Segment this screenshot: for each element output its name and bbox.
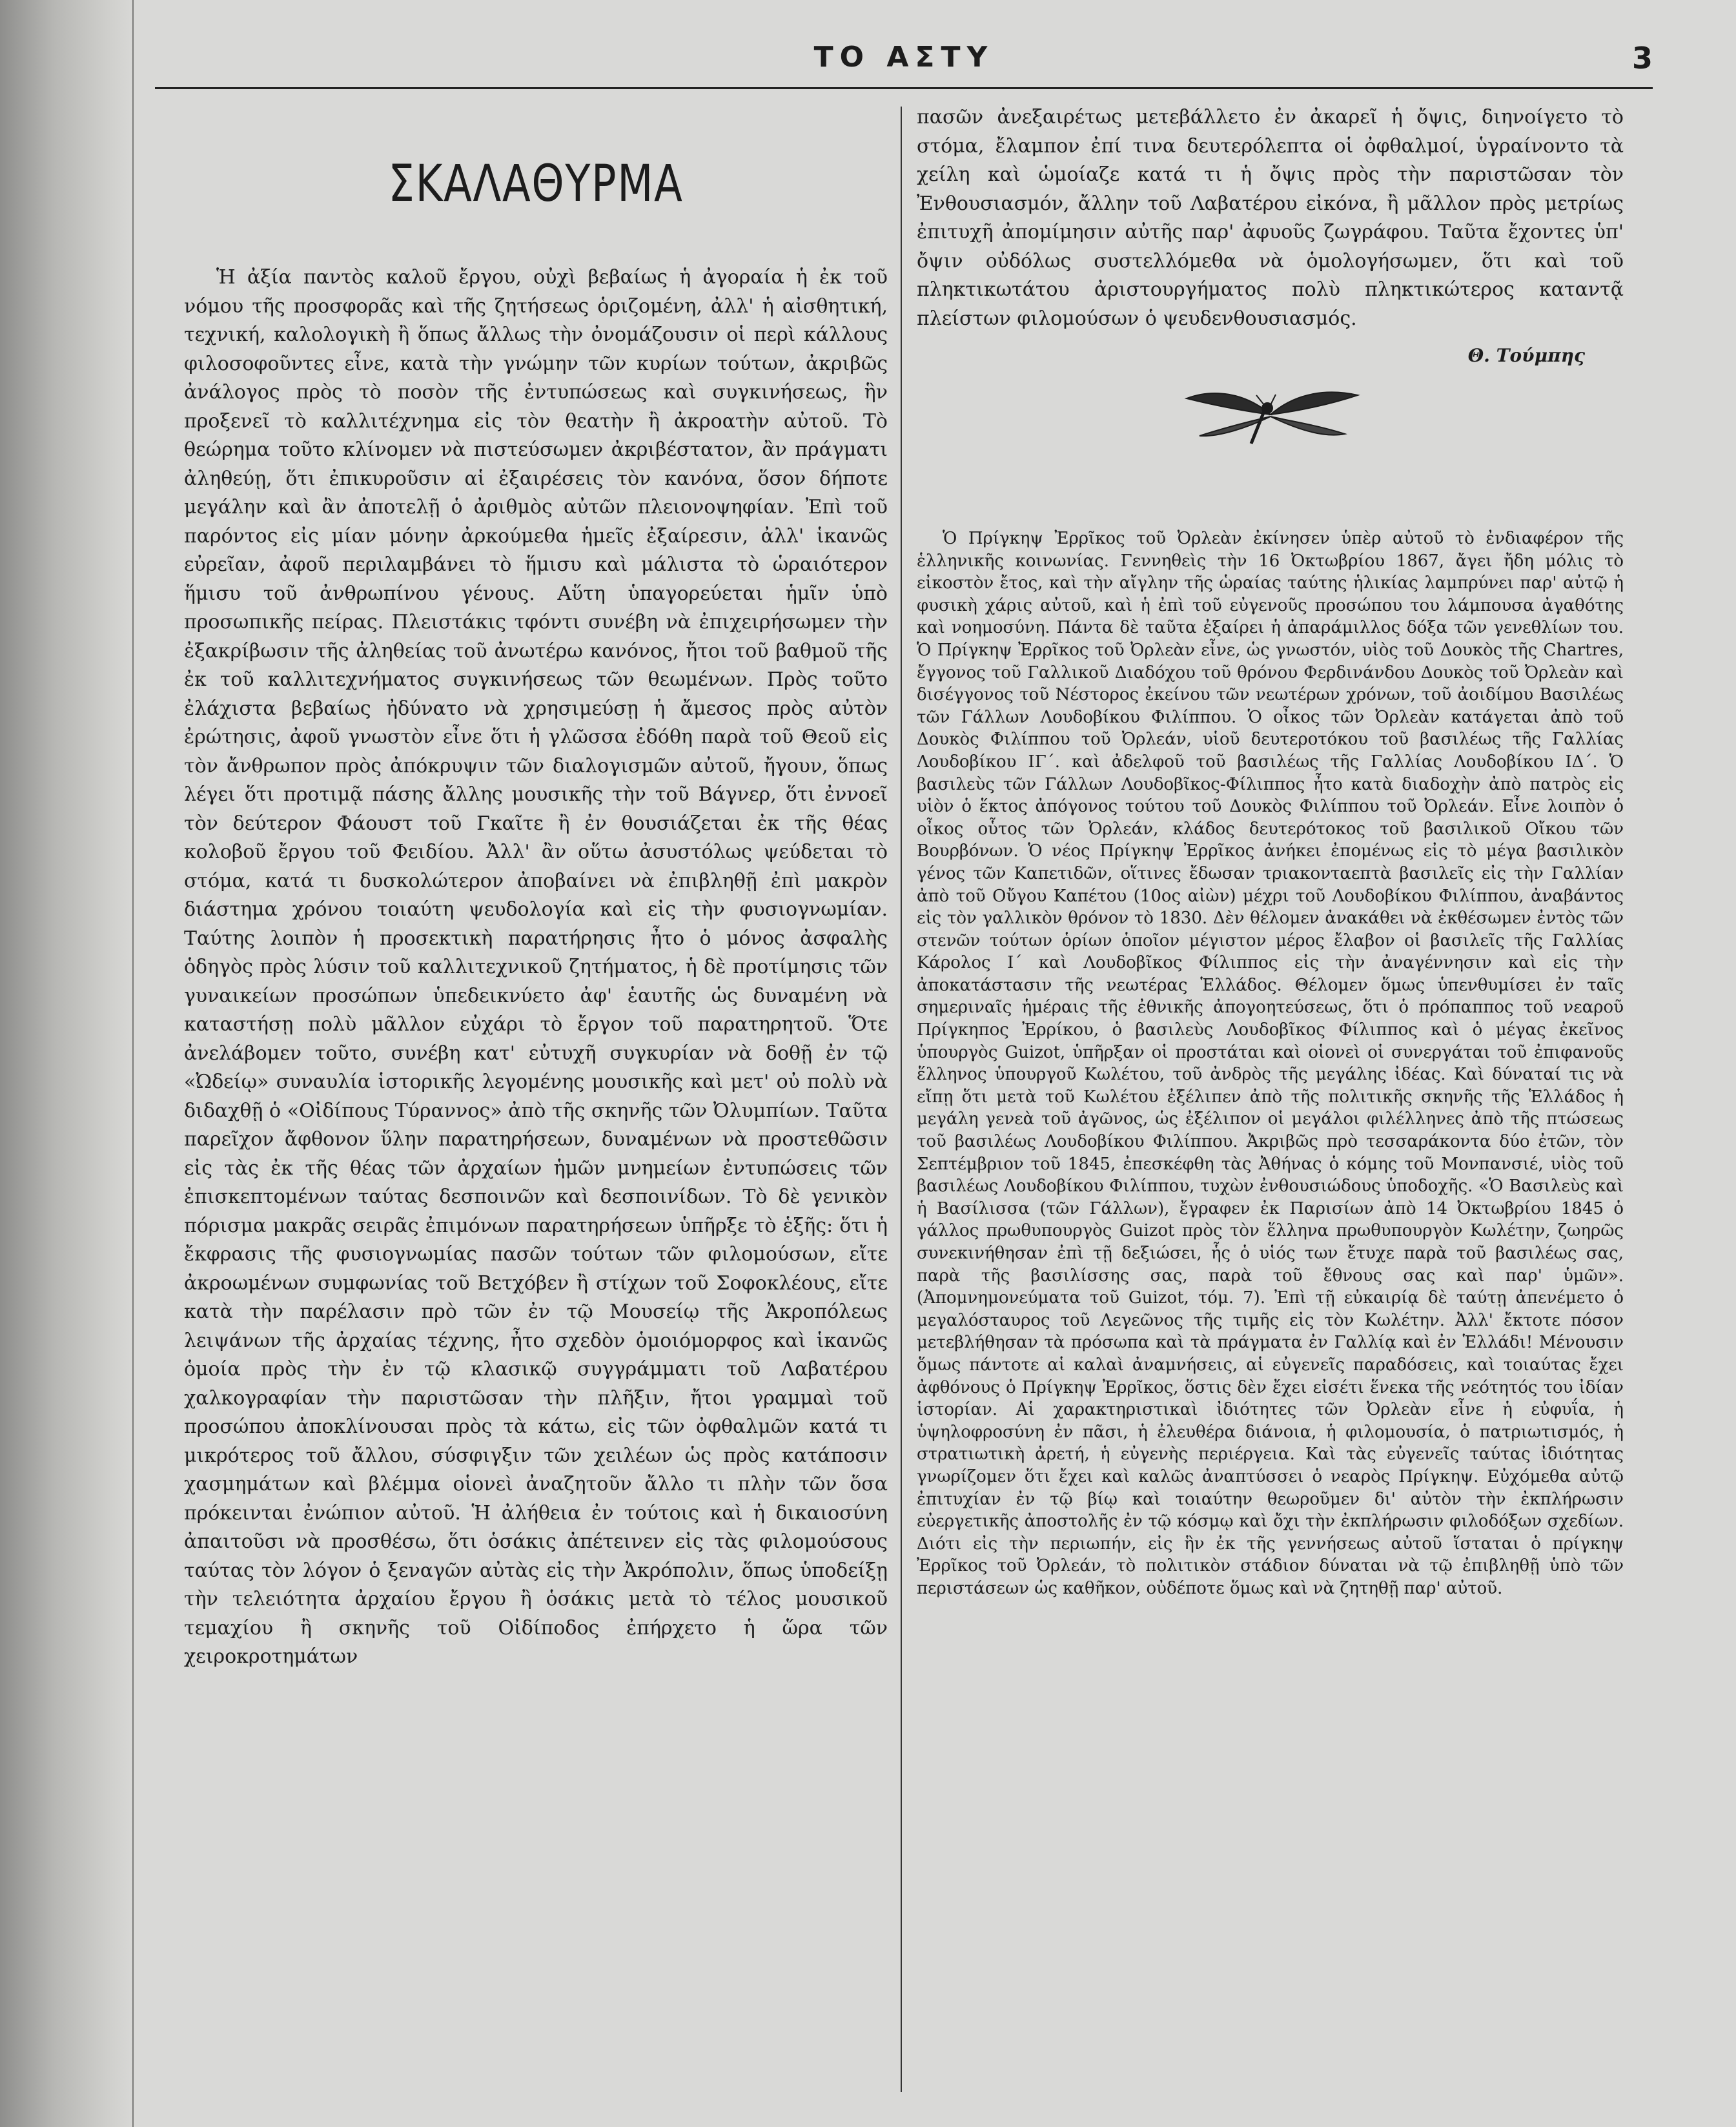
dragonfly-icon [1174, 379, 1367, 450]
column-divider [901, 107, 902, 2092]
left-column [184, 103, 888, 2099]
page-binding-shadow [0, 0, 136, 2127]
article-body-left: Ἡ ἀξία παντὸς καλοῦ ἔργου, οὐχὶ βεβαίως ἡ ἀγοραία ἡ ἐκ τοῦ νόμου τῆς προσφορᾶς καὶ τῆς ζητήσεως ὁριζομένη, ἀλλ' ἡ αἰσθητική, τεχνική, καλολογικὴ ἢ ὅπως ἄλλως τὴν ὀνομάζουσιν οἱ περὶ κάλλους φιλοσοφοῦντες εἶνε, κατὰ τὴν γνώμην τῶν κυρίων τούτων, ἀκριβῶς ἀνάλογος πρὸς τὸ ποσὸν τῆς ἐντυπώσεως καὶ συγκινήσεως, ἣν προξενεῖ τὸ καλλιτέχνημα εἰς τὸν θεατὴν ἢ ἀκροατὴν αὐτοῦ. Τὸ θεώρημα τοῦτο κλίνομεν νὰ πιστεύσωμεν ἀκριβέστατον, ἂν πράγματι ἀληθεύῃ, ὅτι ἐπικυροῦσιν αἱ ἐξαιρέσεις τὸν κανόνα, ὅσον δήποτε μεγάλην καὶ ἂν ἀποτελῇ ὁ ἀριθμὸς αὐτῶν πλειονοψηφίαν. Ἐπὶ τοῦ παρόντος εἰς μίαν μόνην ἀρκούμεθα ἡμεῖς ἐξαίρεσιν, ἀλλ' ἱκανῶς εὐρεῖαν, ἀφοῦ περιλαμβάνει τὸ ἥμισυ καὶ μάλιστα τὸ ὡραιότερον ἥμισυ τοῦ ἀνθρωπίνου γένους. Αὕτη ὑπαγορεύεται ἡμῖν ὑπὸ προσωπικῆς πείρας. Πλειστάκις τφόντι συνέβη νὰ ἐπιχειρήσωμεν τὴν ἐξακρίβωσιν τῆς ἀληθείας τοῦ ἀνωτέρω κανόνος, ἤτοι τοῦ βαθμοῦ τῆς ἐκ τοῦ καλλιτεχνήματος συγκινήσεως τῶν θεωμένων. Πρὸς τοῦτο ἐλάχιστα βεβαίως ἠδύνατο νὰ χρησιμεύσῃ ἡ ἄμεσος πρὸς αὐτὸν ἐρώτησις, ἀφοῦ γνωστὸν εἶνε ὅτι ἡ γλῶσσα ἐδόθη παρὰ τοῦ Θεοῦ εἰς τὸν ἄνθρωπον πρὸς ἀπόκρυψιν τῶν διαλογισμῶν αὐτοῦ, ἤγουν, ὅπως λέγει ὅτι προτιμᾷ πάσης ἄλλης μουσικῆς τὴν τοῦ Βάγνερ, ὅτι ἐννοεῖ τὸν δεύτερον Φάουστ τοῦ Γκαῖτε ἢ ἐν θουσιάζεται ἐκ τῆς θέας κολοβοῦ ἔργου τοῦ Φειδίου. Ἀλλ' ἂν οὕτω ἀσυστόλως ψεύδεται τὸ στόμα, κατά τι δυσκολώτερον ἀποβαίνει νὰ ἐπιβληθῇ ἐπὶ μακρὸν διάστημα χρόνου τοιαύτη ψευδολογία καὶ εἰς τὴν φυσιογνωμίαν. Ταύτης λοιπὸν ἡ προσεκτικὴ παρατήρησις ἦτο ὁ μόνος ἀσφαλὴς ὁδηγὸς πρὸς λύσιν τοῦ καλλιτεχνικοῦ ζητήματος, ἡ δὲ προτίμησις τῶν γυναικείων προσώπων ὑπεδεικνύετο ἀφ' ἑαυτῆς ὡς δυναμένη νὰ καταστήσῃ πολὺ μᾶλλον εὐχάρι τὸ ἔργον τοῦ παρατηρητοῦ. Ὅτε ἀνελάβομεν τοῦτο, συνέβη κατ' εὐτυχῆ συγκυρίαν νὰ δοθῇ ἐν τῷ «Ὠδείῳ» συναυλία ἱστορικῆς λεγομένης μουσικῆς καὶ μετ' οὐ πολὺ νὰ διδαχθῇ ὁ «Οἰδίπους Τύραννος» ἀπὸ τῆς σκηνῆς τῶν Ὀλυμπίων. Ταῦτα παρεῖχον ἄφθονον ὕλην παρατηρήσεων, δυναμένων νὰ προστεθῶσιν εἰς τὰς ἐκ τῆς θέας τῶν ἀρχαίων ἡμῶν μνημείων ἐντυπώσεις τῶν ἐπισκεπτομένων ταύτας δεσποινῶν καὶ δεσποινίδων. Τὸ δὲ γενικὸν πόρισμα μακρᾶς σειρᾶς ἐπιμόνων παρατηρήσεων ὑπῆρξε τὸ ἑξῆς: ὅτι ἡ ἔκφρασις τῆς φυσιογνωμίας πασῶν τούτων τῶν φιλομούσων, εἴτε ἀκροωμένων συμφωνίας τοῦ Βετχόβεν ἢ στίχων τοῦ Σοφοκλέους, εἴτε κατὰ τὴν παρέλασιν πρὸ τῶν ἐν τῷ Μουσείῳ τῆς Ἀκροπόλεως λειψάνων τῆς ἀρχαίας τέχνης, ἦτο σχεδὸν ὁμοιόμορφος καὶ ἱκανῶς ὁμοία πρὸς τὴν ἐν τῷ κλασικῷ συγγράμματι τοῦ Λαβατέρου χαλκογραφίαν τὴν παριστῶσαν τὴν πλῆξιν, ἤτοι γραμμαὶ τοῦ προσώπου ἀποκλίνουσαι πρὸς τὰ κάτω, εἰς τῶν ὀφθαλμῶν κατά τι μικρότερος τοῦ ἄλλου, σύσφιγξιν τῶν χειλέων ὡς πρὸς κατάποσιν χασμημάτων καὶ βλέμμα οἱονεὶ ἀναζητοῦν ἄλλο τι πλὴν τῶν ὅσα πρόκεινται ἐνώπιον αὐτοῦ. Ἡ ἀλήθεια ἐν τούτοις καὶ ἡ δικαιοσύνη ἀπαιτοῦσι νὰ προσθέσω, ὅτι ὁσάκις ἀπέτεινεν εἰς τὰς φιλομούσους ταύτας τὸν λόγον ὁ ξεναγῶν αὐτὰς εἰς τὴν Ἀκρόπολιν, ὅπως ὑποδείξῃ τὴν τελειότητα ἀρχαίου ἔργου ἢ ὁσάκις μετὰ τὸ τέλος μουσικοῦ τεμαχίου ἢ σκηνῆς τοῦ Οἰδίποδος ἐπήρχετο ἡ ὥρα τῶν χειροκροτημάτων [184, 266, 888, 1668]
author-signature: Θ. Τούμπης [1467, 345, 1585, 366]
page-number: 3 [1631, 41, 1653, 76]
binding-edge [132, 0, 134, 2127]
header-rule [155, 87, 1653, 89]
article-title: ΣΚΑΛΑΘΥΡΜΑ [388, 155, 684, 213]
article-body-right: πασῶν ἀνεξαιρέτως μετεβάλλετο ἐν ἀκαρεῖ ἡ ὄψις, διηνοίγετο τὸ στόμα, ἔλαμπον ἐπί τινα δευτερόλεπτα οἱ ὀφθαλμοί, ὑγραίνοντο τὰ χείλη καὶ ὡμοίαζε κατά τι ἡ ὄψις πρὸς τὴν παριστῶσαν τὸν Ἐνθουσιασμόν, ἄλλην τοῦ Λαβατέρου εἰκόνα, ἢ μᾶλλον πρὸς μετρίως ἐπιτυχῆ ἀπομίμησιν αὐτῆς παρ' ἀφυοῦς ζωγράφου. Ταῦτα ἔχοντες ὑπ' ὄψιν οὐδόλως συστελλόμεθα νὰ ὁμολογήσωμεν, ὅτι καὶ τοῦ πληκτικωτάτου ἀριστουργήματος πολὺ πληκτικώτερος καταντᾷ πλείστων φιλομούσων ὁ ψευδενθουσιασμός. [917, 106, 1624, 330]
news-item-prince-henri: Ὁ Πρίγκηψ Ἐρρῖκος τοῦ Ὀρλεὰν ἐκίνησεν ὑπὲρ αὐτοῦ τὸ ἐνδιαφέρον τῆς ἑλληνικῆς κοινωνίας. Γεννηθεὶς τὴν 16 Ὀκτωβρίου 1867, ἄγει ἤδη μόλις τὸ εἰκοστὸν ἔτος, καὶ τὴν αἴγλην τῆς ὡραίας ταύτης ἡλικίας λαμπρύνει παρ' αὐτῷ ἡ φυσικὴ χάρις αὐτοῦ, καὶ ἡ ἐπὶ τοῦ εὐγενοῦς προσώπου του λάμπουσα ἀγαθότης καὶ νοημοσύνη. Πάντα δὲ ταῦτα ἐξαίρει ἡ ἀπαράμιλλος δόξα τῶν γενεθλίων του. Ὁ Πρίγκηψ Ἐρρῖκος τοῦ Ὀρλεὰν εἶνε, ὡς γνωστόν, υἱὸς τοῦ Δουκὸς τῆς Chartres, ἔγγονος τοῦ Γαλλικοῦ Διαδόχου τοῦ θρόνου Φερδινάνδου Δουκὸς τοῦ Ὀρλεὰν καὶ δισέγγονος τοῦ Νέστορος ἐκείνου τῶν νεωτέρων χρόνων, τοῦ ἀοιδίμου Βασιλέως τῶν Γάλλων Λουδοβίκου Φιλίππου. Ὁ οἶκος τῶν Ὀρλεὰν κατάγεται ἀπὸ τοῦ Δουκὸς Φιλίππου τοῦ Ὀρλεάν, υἱοῦ δευτεροτόκου τοῦ βασιλέως τῆς Γαλλίας Λουδοβίκου ΙΓ΄. καὶ ἀδελφοῦ τοῦ βασιλέως τῆς Γαλλίας Λουδοβίκου ΙΔ΄. Ὁ βασιλεὺς τῶν Γάλλων Λουδοβῖκος-Φίλιππος ἦτο κατὰ διαδοχὴν ἀπὸ πατρὸς εἰς υἱὸν ὁ ἕκτος ἀπόγονος τούτου τοῦ Δουκὸς Φιλίππου τοῦ Ὀρλεάν. Εἶνε λοιπὸν ὁ οἶκος οὗτος τῶν Ὀρλεάν, κλάδος δευτερότοκος τοῦ βασιλικοῦ Οἴκου τῶν Βουρβόνων. Ὁ νέος Πρίγκηψ Ἐρρῖκος ἀνήκει ἐπομένως εἰς τὸ μέγα βασιλικὸν γένος τῶν Καπετιδῶν, οἵτινες ἔδωσαν τριακονταεπτὰ βασιλεῖς εἰς τὴν Γαλλίαν ἀπὸ τοῦ Οὔγου Καπέτου (10ος αἰὼν) μέχρι τοῦ Λουδοβίκου Φιλίππου, ἀναβάντος εἰς τὸν γαλλικὸν θρόνον τὸ 1830. Δὲν θέλομεν ἀνακάθει νὰ ἐκθέσωμεν ἐντὸς τῶν στενῶν τούτων ὁρίων ὁποῖον μέγιστον μέρος ἔλαβον οἱ βασιλεῖς τῆς Γαλλίας Κάρολος Ι΄ καὶ Λουδοβῖκος Φίλιππος εἰς τὴν ἀναγέννησιν καὶ εἰς τὴν ἀποκατάστασιν τῆς νεωτέρας Ἑλλάδος. Θέλομεν ὅμως ὑπενθυμίσει ἐν ταῖς σημεριναῖς ἡμέραις τῆς ἐθνικῆς ἀπογοητεύσεως, ὅτι ὁ πρόπαππος τοῦ νεαροῦ Πρίγκηπος Ἐρρίκου, ὁ βασιλεὺς Λουδοβῖκος Φίλιππος καὶ ὁ μέγας ἐκεῖνος ὑπουργὸς Guizot, ὑπῆρξαν οἱ προστάται καὶ οἱονεὶ οἱ συνεργάται τοῦ ἐπιφανοῦς ἕλληνος ὑπουργοῦ Κωλέτου, τοῦ ἀνδρὸς τῆς μεγάλης ἰδέας. Καὶ δύναταί τις νὰ εἴπῃ ὅτι μετὰ τοῦ Κωλέτου ἐξέλιπεν ἀπὸ τῆς πολιτικῆς σκηνῆς τῆς Ἑλλάδος ἡ μεγάλη γενεὰ τοῦ ἀγῶνος, ὡς ἐξέλιπον οἱ μεγάλοι φιλέλληνες ἀπὸ τῆς πτώσεως τοῦ βασιλέως Λουδοβίκου Φιλίππου. Ἀκριβῶς πρὸ τεσσαράκοντα δύο ἐτῶν, τὸν Σεπτέμβριον τοῦ 1845, ἐπεσκέφθη τὰς Ἀθήνας ὁ κόμης τοῦ Μονπανσιέ, υἱὸς τοῦ βασιλέως Λουδοβίκου Φιλίππου, τυχὼν ἐνθουσιώδους ὑποδοχῆς. «Ὁ Βασιλεὺς καὶ ἡ Βασίλισσα (τῶν Γάλλων), ἔγραφεν ἐκ Παρισίων ἀπὸ 14 Ὀκτωβρίου 1845 ὁ γάλλος πρωθυπουργὸς Guizot πρὸς τὸν ἕλληνα πρωθυπουργὸν Κωλέτην, ζωηρῶς συνεκινήθησαν ἐπὶ τῇ δεξιώσει, ἧς ὁ υἱός των ἔτυχε παρὰ τοῦ βασιλέως σας, παρὰ τῆς βασιλίσσης σας, παρὰ τοῦ ἔθνους σας καὶ παρ' ὑμῶν». (Ἀπομνημονεύματα τοῦ Guizot, τόμ. 7). Ἐπὶ τῇ εὐκαιρίᾳ δὲ ταύτῃ ἀπενέμετο ὁ μεγαλόσταυρος τοῦ Λεγεῶνος τῆς τιμῆς εἰς τὸν Κωλέτην. Ἀλλ' ἔκτοτε πόσον μετεβλήθησαν τὰ πρόσωπα καὶ τὰ πράγματα ἐν Γαλλίᾳ καὶ ἐν Ἑλλάδι! Μένουσιν ὅμως πάντοτε αἱ καλαὶ ἀναμνήσεις, αἱ εὐγενεῖς παραδόσεις, καὶ τοιαύτας ἔχει ἀφθόνους ὁ Πρίγκηψ Ἐρρῖκος, ὅστις δὲν ἔχει εἰσέτι ἕνεκα τῆς νεότητός του ἰδίαν ἱστορίαν. Αἱ χαρακτηριστικαὶ ἰδιότητες τῶν Ὀρλεὰν εἶνε ἡ εὐφυΐα, ἡ ὑψηλοφροσύνη ἐν πᾶσι, ἡ ἐλευθέρα διάνοια, ἡ φιλομουσία, ὁ πατριωτισμός, ἡ στρατιωτικὴ ἀρετή, ἡ εὐγενὴς περιέργεια. Καὶ τὰς εὐγενεῖς ταύτας ἰδιότητας γνωρίζομεν ὅτι ἔχει καὶ καλῶς ἀναπτύσσει ὁ νεαρὸς Πρίγκηψ. Εὐχόμεθα αὐτῷ ἐπιτυχίαν ἐν τῷ βίῳ καὶ τοιαύτην θεωροῦμεν δι' αὐτὸν τὴν ἐκπλήρωσιν εὐεργετικῆς ἀποστολῆς ἐν τῷ κόσμῳ καὶ ὄχι τὴν ἐκπλήρωσιν φιλοδόξων σχεδίων. Διότι εἰς τὴν περιωπήν, εἰς ἣν ἐκ τῆς γεννήσεως αὐτοῦ ἵσταται ὁ πρίγκηψ Ἐρρῖκος τοῦ Ὀρλεάν, τὸ πολιτικὸν στάδιον δύναται νὰ τῷ ἐπιβληθῇ ὑπὸ τῶν περιστάσεων ὡς καθῆκον, οὐδέποτε ὅμως καὶ νὰ ζητηθῇ παρ' αὐτοῦ. [917, 529, 1624, 1598]
running-title: ΤΟ ΑΣΤΥ [813, 41, 994, 74]
right-column [917, 103, 1624, 2099]
page-header [155, 36, 1653, 87]
